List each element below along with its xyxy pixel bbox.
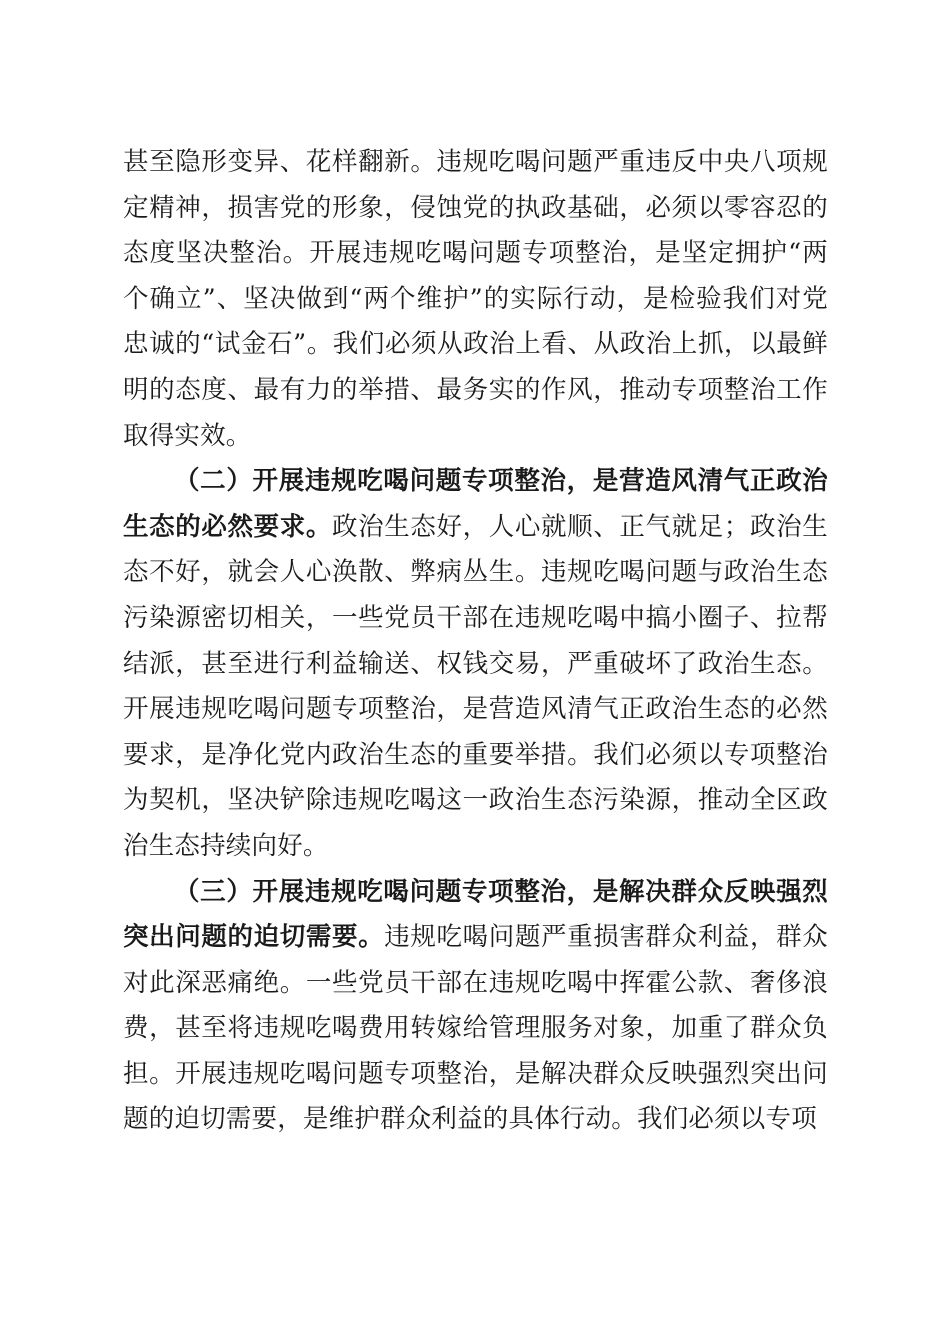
document-body — [123, 140, 828, 1143]
section-2-body: 政治生态好，人心就顺、正气就足；政治生态不好，就会人心涣散、弊病丛生。违规吃喝问题与政治生态污染源密切相关，一些党员干部在违规吃喝中搞小圈子、拉帮结派，甚至进行利益输送、权钱交易，严重破坏了政治生态。开展违规吃喝问题专项整治，是营造风清气正政治生态的必然要求，是净化党内政治生态的重要举措。我们必须以专项整治为契机，坚决铲除违规吃喝这一政治生态污染源，推动全区政治生态持续向好。 — [123, 511, 828, 861]
paragraph-section-3 — [123, 870, 828, 1144]
paragraph-section-2 — [123, 459, 828, 869]
section-2-heading: （二）开展违规吃喝问题专项整治，是营造风清气正政治生态的必然要求。 — [123, 466, 828, 542]
section-3-body: 违规吃喝问题严重损害群众利益，群众对此深恶痛绝。一些党员干部在违规吃喝中挥霍公款、奢侈浪费，甚至将违规吃喝费用转嫁给管理服务对象，加重了群众负担。开展违规吃喝问题专项整治，是解决群众反映强烈突出问题的迫切需要，是维护群众利益的具体行动。我们必须以专项 — [123, 922, 828, 1135]
section-3-heading: （三）开展违规吃喝问题专项整治，是解决群众反映强烈突出问题的迫切需要。 — [123, 876, 828, 953]
paragraph-continued: 甚至隐形变异、花样翻新。违规吃喝问题严重违反中央八项规定精神，损害党的形象，侵蚀党的执政基础，必须以零容忍的态度坚决整治。开展违规吃喝问题专项整治，是坚定拥护“两个确立”、坚决做到“两个维护”的实际行动，是检验我们对党忠诚的“试金石”。我们必须从政治上看、从政治上抓，以最鲜明的态度、最有力的举措、最务实的作风，推动专项整治工作取得实效。 — [123, 147, 828, 451]
